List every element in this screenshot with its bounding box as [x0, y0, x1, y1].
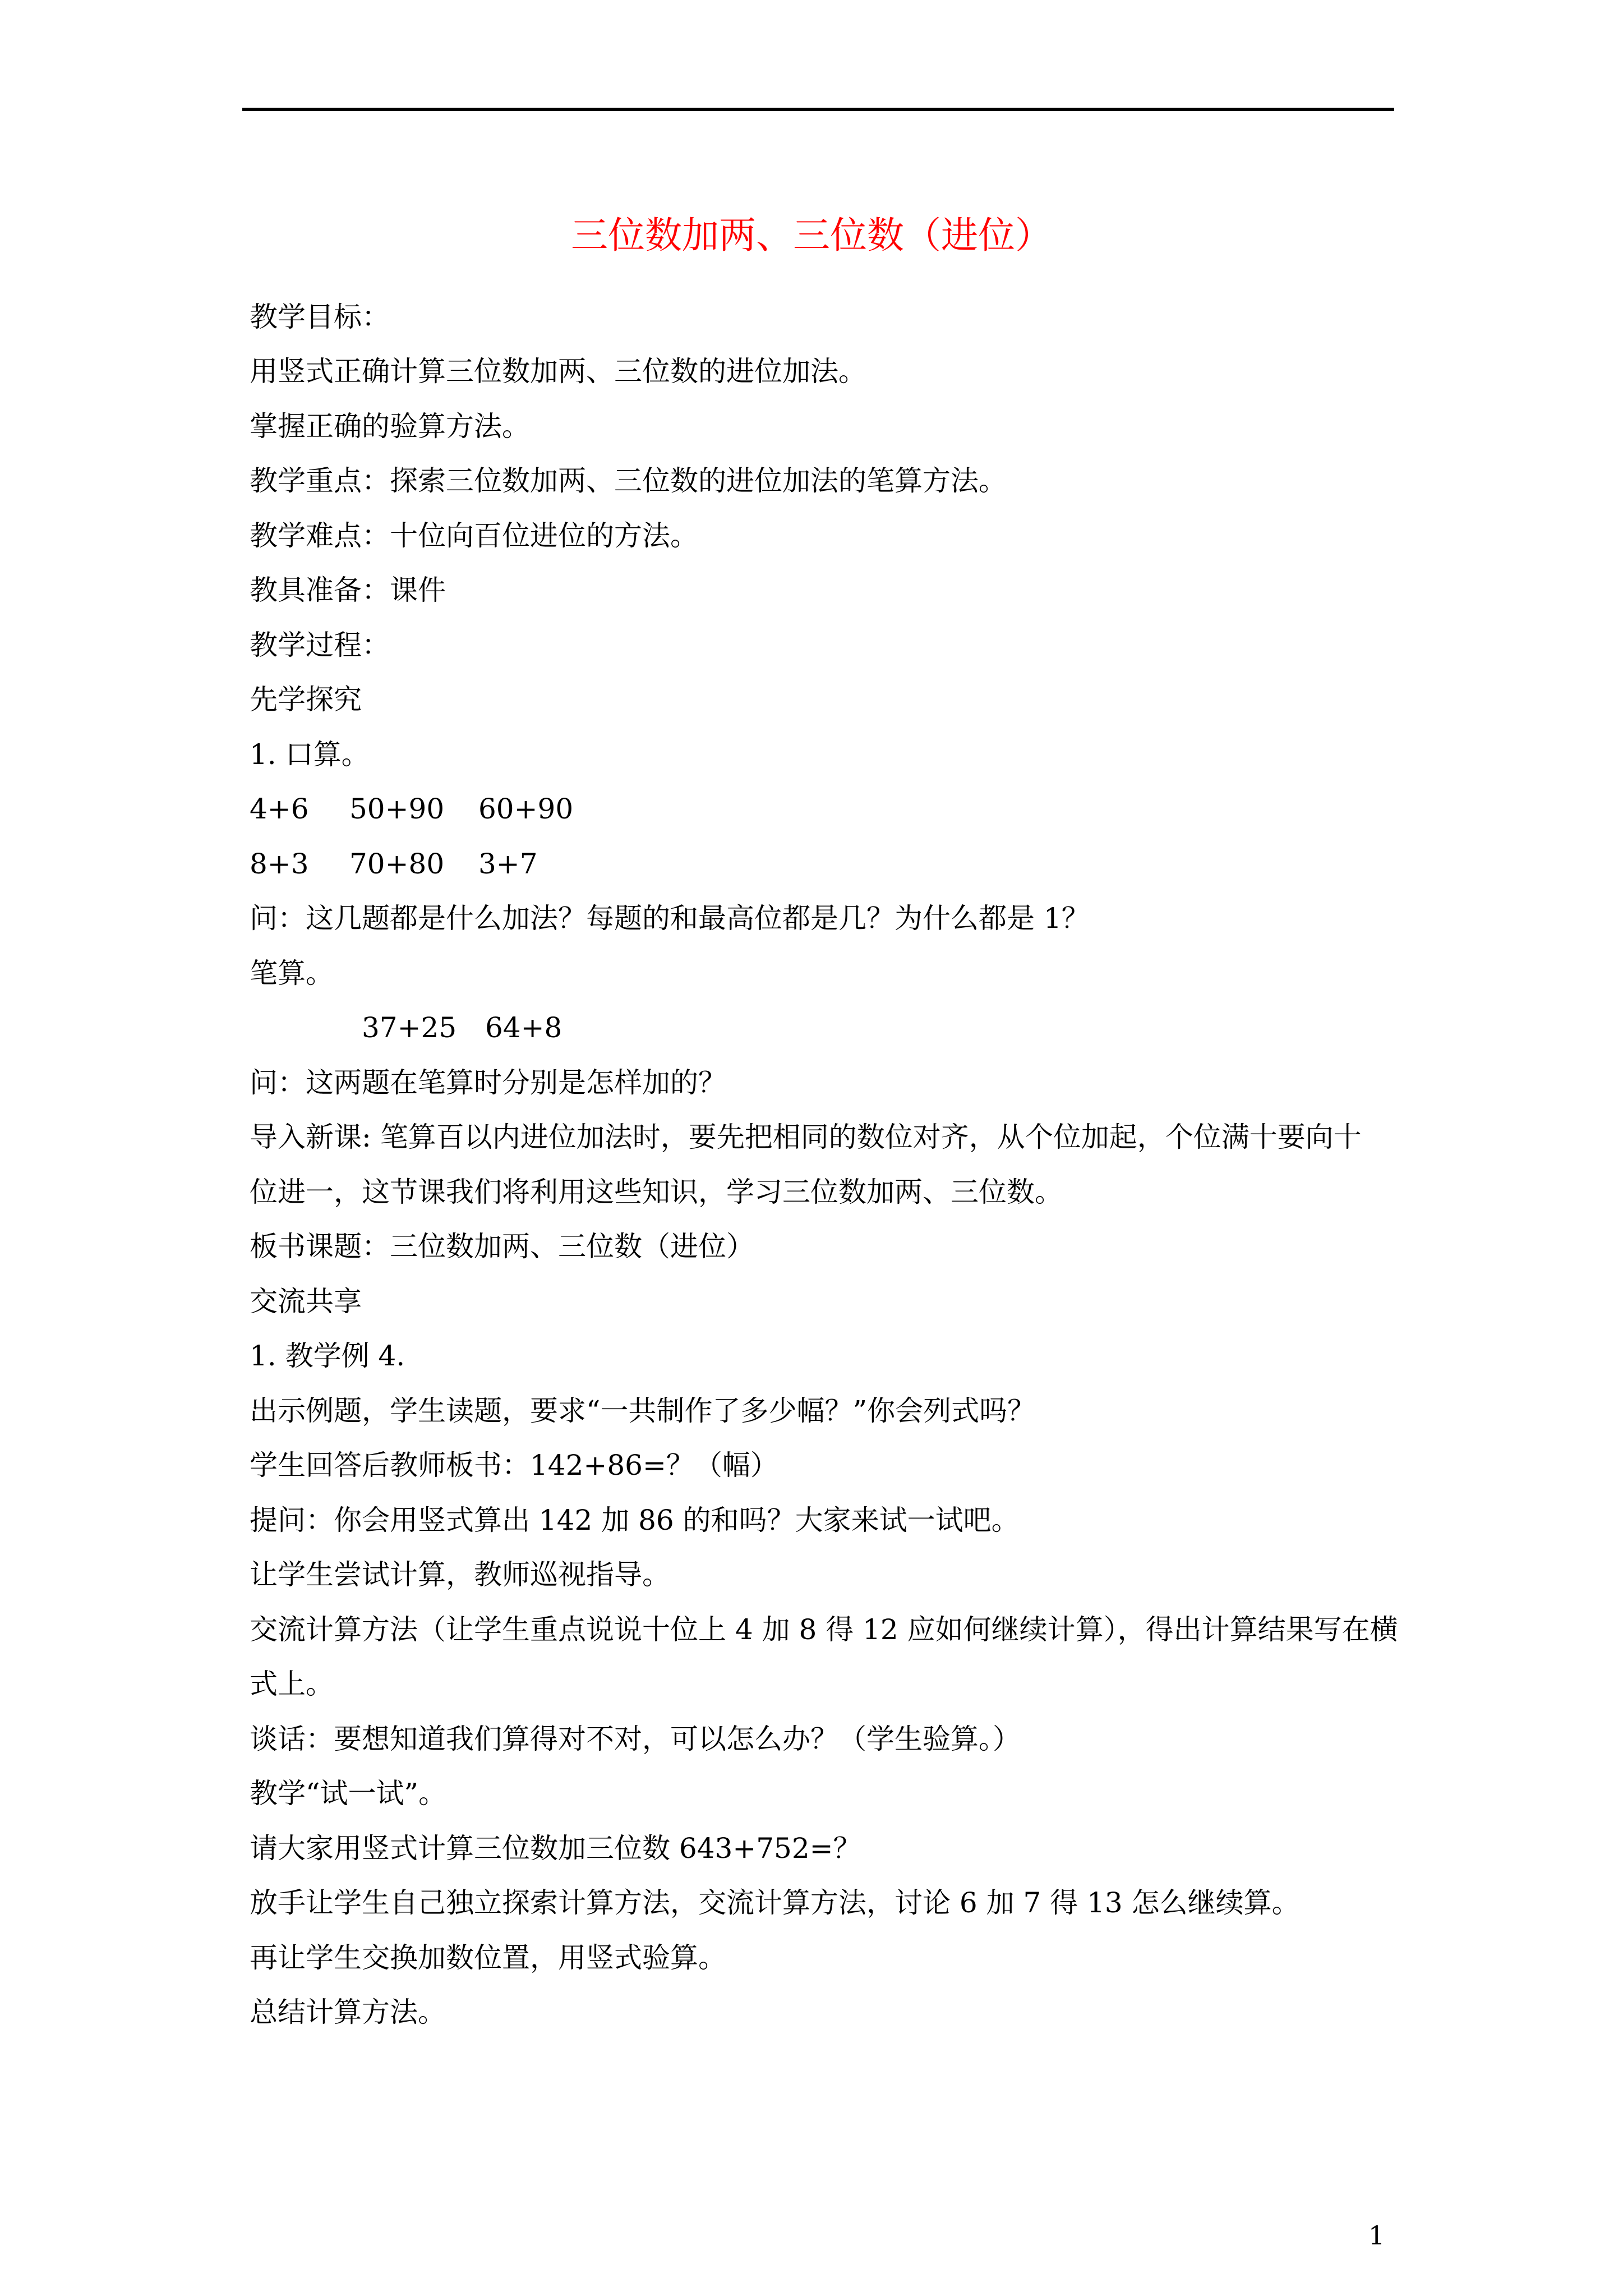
text-line: 教学难点：十位向百位进位的方法。 [250, 519, 698, 552]
header-rule [242, 108, 1394, 111]
text-line: 再让学生交换加数位置，用竖式验算。 [250, 1941, 726, 1974]
page-number: 1 [1368, 2220, 1385, 2251]
text-line: 教具准备：课件 [250, 574, 446, 606]
text-line: 交流计算方法（让学生重点说说十位上 4 加 8 得 12 应如何继续计算），得出计算结果写在横 [250, 1613, 1398, 1646]
text-line: 学生回答后教师板书：142+86=？（幅） [250, 1449, 778, 1481]
text-line: 导入新课: 笔算百以内进位加法时，要先把相同的数位对齐，从个位加起，个位满十要向十 [250, 1121, 1362, 1153]
text-line: 1. 口算。 [250, 738, 370, 771]
text-line: 用竖式正确计算三位数加两、三位数的进位加法。 [250, 355, 866, 388]
text-line: 笔算。 [250, 957, 334, 990]
text-line: 教学“试一试”。 [250, 1777, 447, 1810]
mental-calc-item: 50+90 [349, 793, 445, 825]
text-line: 出示例题，学生读题，要求“一共制作了多少幅？”你会列式吗？ [250, 1395, 1036, 1427]
text-line: 教学重点：探索三位数加两、三位数的进位加法的笔算方法。 [250, 464, 1007, 497]
text-line: 问：这两题在笔算时分别是怎样加的？ [250, 1066, 726, 1099]
document-title: 三位数加两、三位数（进位） [571, 214, 1052, 257]
text-line: 谈话：要想知道我们算得对不对，可以怎么办？（学生验算。） [250, 1723, 1021, 1755]
text-line: 总结计算方法。 [250, 1996, 446, 2028]
text-line: 教学过程： [250, 629, 390, 661]
text-line: 位进一，这节课我们将利用这些知识，学习三位数加两、三位数。 [250, 1176, 1063, 1208]
written-calc-item: 37+25 [362, 1011, 457, 1044]
text-line: 放手让学生自己独立探索计算方法，交流计算方法，讨论 6 加 7 得 13 怎么继续算。 [250, 1887, 1300, 1919]
section-heading: 先学探究 [250, 683, 362, 716]
section-heading: 交流共享 [250, 1285, 362, 1318]
mental-calc-item: 3+7 [478, 848, 538, 880]
mental-calc-item: 4+6 [250, 793, 309, 825]
text-line: 问：这几题都是什么加法？每题的和最高位都是几？为什么都是 1？ [250, 902, 1090, 935]
mental-calc-item: 70+80 [349, 848, 445, 880]
text-line: 式上。 [250, 1668, 334, 1700]
text-line: 让学生尝试计算，教师巡视指导。 [250, 1558, 670, 1591]
text-line: 掌握正确的验算方法。 [250, 410, 530, 443]
text-line: 1. 教学例 4. [250, 1340, 405, 1372]
text-line: 提问：你会用竖式算出 142 加 86 的和吗？大家来试一试吧。 [250, 1504, 1020, 1536]
text-line: 请大家用竖式计算三位数加三位数 643+752=？ [250, 1832, 861, 1865]
mental-calc-item: 60+90 [478, 793, 574, 825]
written-calc-item: 64+8 [485, 1011, 562, 1044]
text-line: 板书课题：三位数加两、三位数（进位） [250, 1230, 754, 1263]
text-line: 教学目标： [250, 301, 390, 333]
mental-calc-item: 8+3 [250, 848, 309, 880]
